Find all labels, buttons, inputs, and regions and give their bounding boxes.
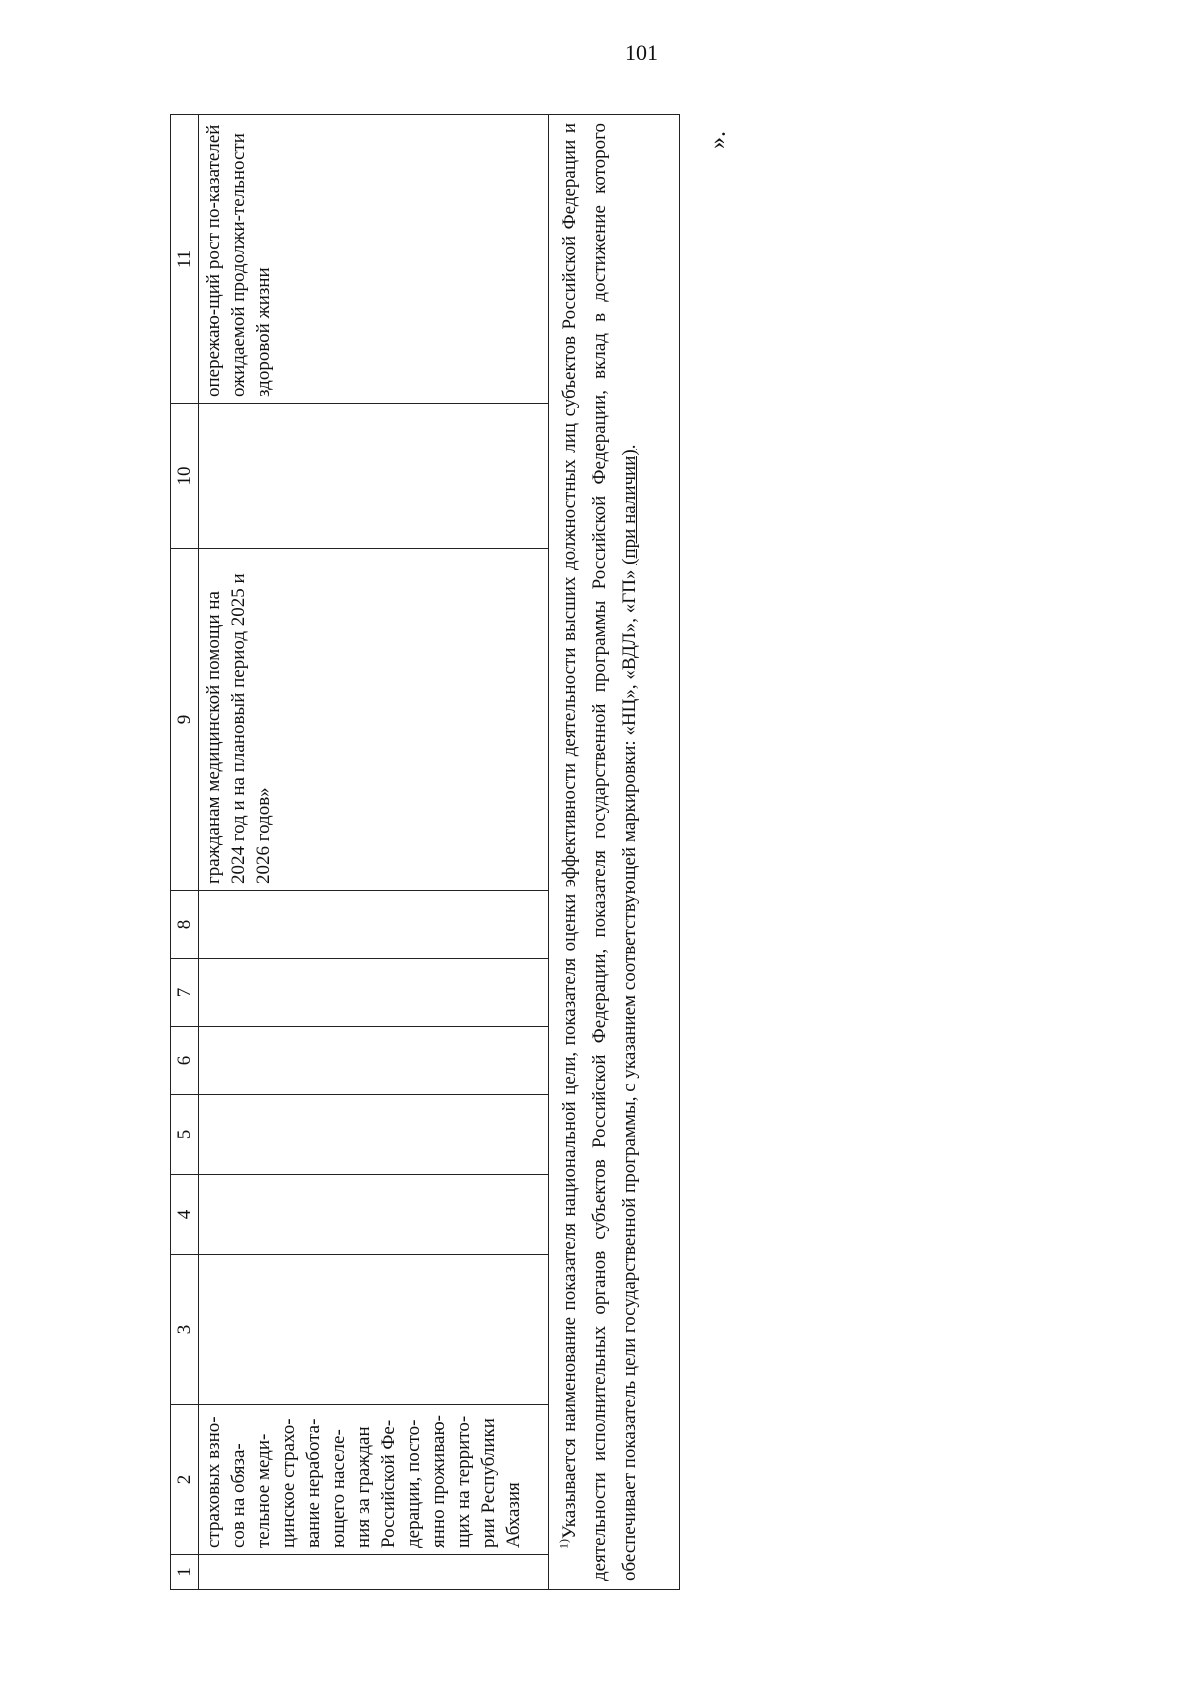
column-number-1: 1: [171, 1555, 199, 1590]
column-number-8: 8: [171, 891, 199, 959]
column-number-6: 6: [171, 1027, 199, 1095]
column-number-10: 10: [171, 404, 199, 549]
column-number-4: 4: [171, 1175, 199, 1255]
footnote-end-text: .: [619, 444, 640, 450]
cell-col-2: страховых взно-сов на обяза-тельное меди-цинское страхо-вание неработа-ющего населе-ния за граждан Российской Фе-дерации, посто-янно проживаю-щих на террито-рии Республики Абхазия: [199, 1405, 549, 1555]
cell-col-11: опережаю-щий рост по-казателей ожидаемой продолжи-тельности здоровой жизни: [199, 115, 549, 404]
column-number-7: 7: [171, 959, 199, 1027]
cell-col-6: [199, 1027, 549, 1095]
cell-col-3: [199, 1255, 549, 1405]
rotated-table-container: [170, 115, 690, 1590]
column-number-3: 3: [171, 1255, 199, 1405]
cell-col-9: гражданам медицинской помощи на 2024 год и на плановый период 2025 и 2026 годов»: [199, 549, 549, 891]
footnote-cell: [549, 115, 680, 1590]
footnote-row: [549, 115, 680, 1590]
footnote-underlined-text: (при наличии): [619, 449, 640, 565]
cell-col-7: [199, 959, 549, 1027]
column-number-row: [171, 115, 199, 1590]
cell-col-8: [199, 891, 549, 959]
column-number-9: 9: [171, 549, 199, 891]
column-number-2: 2: [171, 1405, 199, 1555]
closing-quote: ».: [705, 131, 731, 149]
indicator-table: [170, 114, 680, 1590]
page-number: 101: [625, 40, 658, 65]
column-number-5: 5: [171, 1095, 199, 1175]
cell-col-10: [199, 404, 549, 549]
cell-col-4: [199, 1175, 549, 1255]
cell-col-5: [199, 1095, 549, 1175]
footnote-main-text: Указывается наименование показателя национальной цели, показателя оценки эффективности деятельности высших должностных лиц субъектов Российской Федерации и деятельности исполнительных органов субъектов Российской Федерации, показателя государственной программы Российской Федерации, вклад в достижение которого обеспечивает показатель цели государственной программы, с указанием соответствующей маркировки: «НЦ», «ВДЛ», «ГП»: [559, 123, 640, 1581]
rotated-table-inner: [170, 115, 690, 1590]
cell-col-1: [199, 1555, 549, 1590]
table-row: [199, 115, 549, 1590]
footnote-marker: 1): [556, 1539, 571, 1549]
column-number-11: 11: [171, 115, 199, 404]
footnote: [555, 123, 645, 1581]
